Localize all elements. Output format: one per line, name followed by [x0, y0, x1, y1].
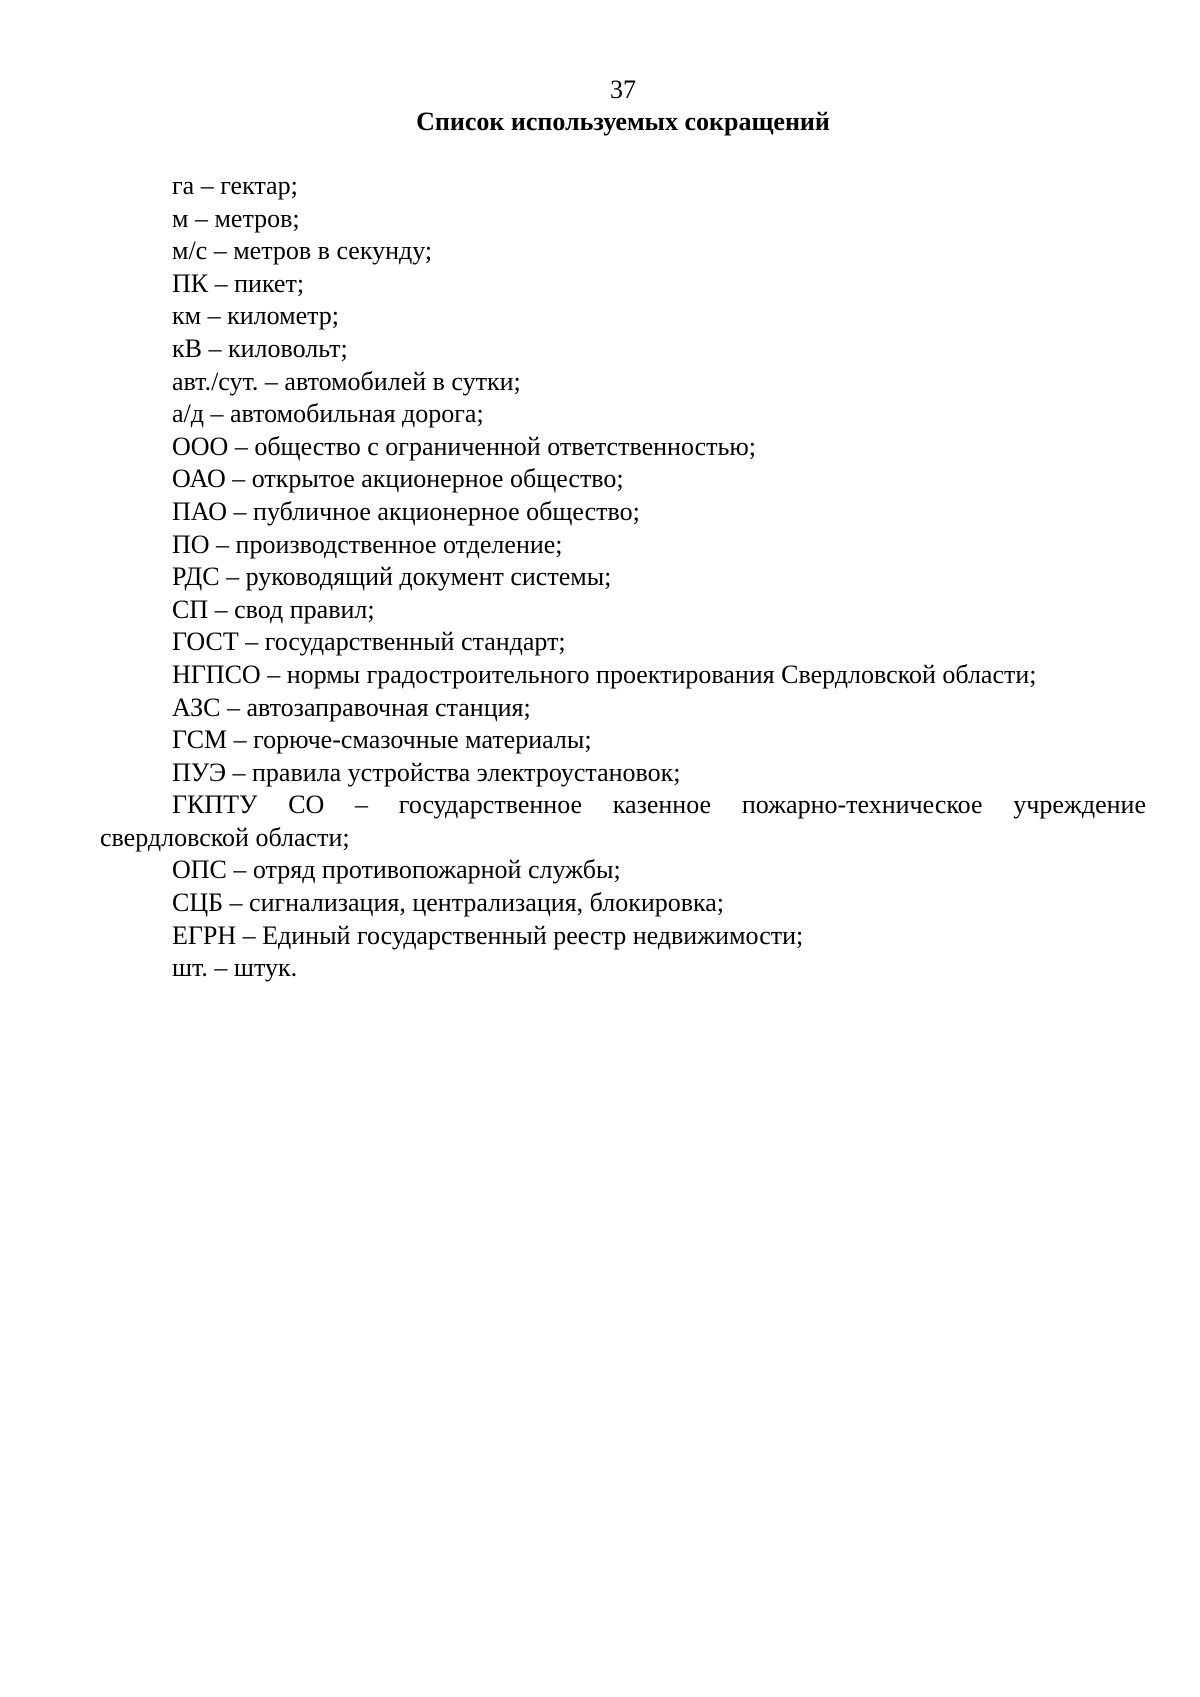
abbreviation-item: СЦБ – сигнализация, централизация, блокировка; — [172, 888, 725, 918]
abbreviation-item: НГПСО – нормы градостроительного проектирования Свердловской области; — [172, 659, 1037, 689]
abbreviation-item: ООО – общество с ограниченной ответственностью; — [172, 431, 757, 461]
abbreviation-item: авт./сут. – автомобилей в сутки; — [172, 366, 521, 396]
abbreviation-item: РДС – руководящий документ системы; — [172, 562, 612, 592]
abbreviation-item: ПК – пикет; — [172, 268, 305, 298]
page-number: 37 — [610, 75, 636, 104]
page-title: Список используемых сокращений — [416, 107, 830, 136]
abbreviation-item: ОАО – открытое акционерное общество; — [172, 464, 624, 494]
abbreviation-item: ГОСТ – государственный стандарт; — [172, 627, 566, 657]
abbreviation-item: ПО – производственное отделение; — [172, 529, 563, 559]
abbreviation-item: ОПС – отряд противопожарной службы; — [172, 855, 621, 885]
abbreviation-item: га – гектар; — [172, 171, 298, 200]
abbreviation-item: СП – свод правил; — [172, 594, 375, 624]
abbreviation-item: ЕГРН – Единый государственный реестр недвижимости; — [172, 920, 804, 950]
abbreviation-item: м/с – метров в секунду; — [172, 236, 433, 266]
abbreviation-item: ГСМ – горюче-смазочные материалы; — [172, 725, 592, 755]
abbreviation-item: м – метров; — [172, 203, 300, 233]
abbreviation-item: а/д – автомобильная дорога; — [172, 399, 484, 429]
abbreviation-item: кВ – киловольт; — [172, 333, 348, 363]
abbreviation-item: АЗС – автозаправочная станция; — [172, 692, 531, 722]
abbreviation-item: ПАО – публичное акционерное общество; — [172, 496, 640, 526]
abbreviation-item: ПУЭ – правила устройства электроустановок; — [172, 757, 681, 787]
abbreviation-item: шт. – штук. — [172, 953, 298, 983]
abbreviation-item: км – километр; — [172, 301, 340, 331]
abbreviation-item: ГКПТУ СО – государственное казенное пожарно-техническое учреждение свердловской области; — [100, 790, 1146, 852]
abbreviation-list — [100, 170, 1146, 985]
